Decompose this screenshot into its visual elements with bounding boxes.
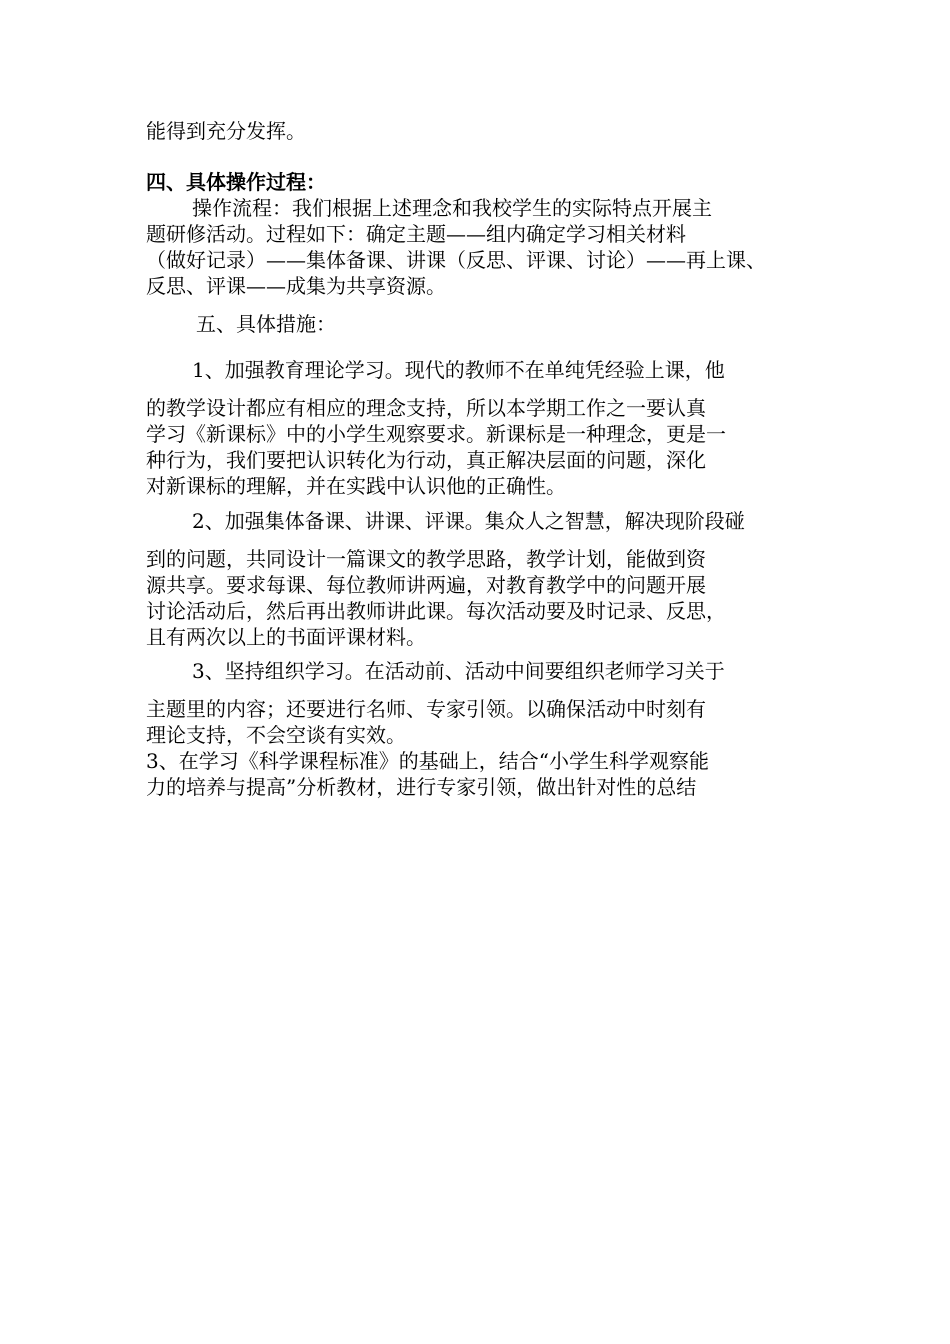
paragraph-line: 对新课标的理解，并在实践中认识他的正确性。 — [146, 474, 566, 498]
paragraph-line: 讨论活动后，然后再出教师讲此课。每次活动要及时记录、反思， — [146, 599, 726, 623]
paragraph-line: 理论支持，不会空谈有实效。 — [146, 723, 406, 747]
paragraph-line: 反思、评课——成集为共享资源。 — [146, 274, 446, 298]
paragraph-line: 且有两次以上的书面评课材料。 — [146, 625, 426, 649]
paragraph-line: 3、在学习《科学课程标准》的基础上，结合“小学生科学观察能 — [146, 749, 709, 773]
paragraph-line: 的教学设计都应有相应的理念支持，所以本学期工作之一要认真 — [146, 396, 706, 420]
paragraph-line: （做好记录）——集体备课、讲课（反思、评课、讨论）——再上课、 — [146, 248, 766, 272]
paragraph-line: 2、加强集体备课、讲课、评课。集众人之智慧，解决现阶段碰 — [192, 509, 745, 533]
paragraph-line: 力的培养与提高”分析教材，进行专家引领，做出针对性的总结 — [146, 775, 697, 799]
paragraph-continuation: 能得到充分发挥。 — [146, 119, 306, 143]
paragraph-line: 源共享。要求每课、每位教师讲两遍，对教育教学中的问题开展 — [146, 573, 706, 597]
paragraph-line: 操作流程：我们根据上述理念和我校学生的实际特点开展主 — [192, 196, 712, 220]
paragraph-line: 种行为，我们要把认识转化为行动，真正解决层面的问题，深化 — [146, 448, 706, 472]
paragraph-line: 到的问题，共同设计一篇课文的教学思路，教学计划，能做到资 — [146, 547, 706, 571]
paragraph-line: 学习《新课标》中的小学生观察要求。新课标是一种理念，更是一 — [146, 422, 726, 446]
paragraph-line: 题研修活动。过程如下：确定主题——组内确定学习相关材料 — [146, 222, 686, 246]
section-heading-4: 四、具体操作过程： — [146, 170, 326, 194]
paragraph-line: 主题里的内容；还要进行名师、专家引领。以确保活动中时刻有 — [146, 697, 706, 721]
section-heading-5: 五、具体措施： — [196, 312, 336, 336]
paragraph-line: 3、坚持组织学习。在活动前、活动中间要组织老师学习关于 — [192, 659, 725, 683]
paragraph-line: 1、加强教育理论学习。现代的教师不在单纯凭经验上课，他 — [192, 358, 725, 382]
